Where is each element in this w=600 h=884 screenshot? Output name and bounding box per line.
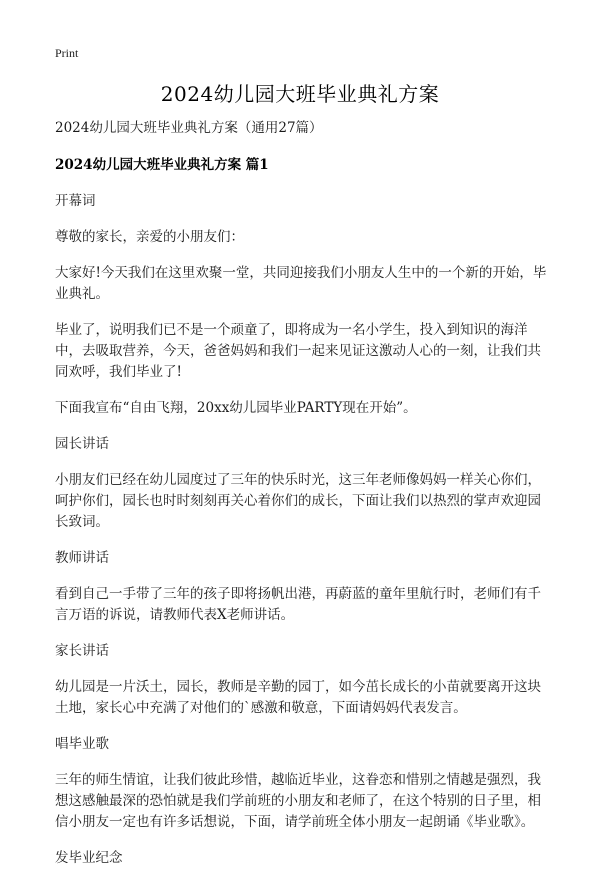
- paragraph: 毕业了，说明我们已不是一个顽童了，即将成为一名小学生，投入到知识的海洋中，去吸取营养，今天，爸爸妈妈和我们一起来见证这激动人心的一刻，让我们共同欢呼，我们毕业了!: [55, 322, 541, 380]
- paragraph: 大家好!今天我们在这里欢聚一堂，共同迎接我们小朋友人生中的一个新的开始，毕业典礼。: [55, 265, 547, 302]
- page-title: 2024幼儿园大班毕业典礼方案: [160, 82, 440, 106]
- paragraph: 三年的师生情谊，让我们彼此珍惜，越临近毕业，这眷恋和惜别之情越是强烈，我想这感触最深的恐怕就是我们学前班的小朋友和老师了，在这个特别的日子里，相信小朋友一定也有许多话想说，下面，请学前班全体小朋友一起朗诵《毕业歌》。: [55, 772, 541, 830]
- paragraph: 看到自己一手带了三年的孩子即将扬帆出港，再蔚蓝的童年里航行时，老师们有千言万语的诉说，请教师代表X老师讲话。: [55, 586, 541, 623]
- paragraph-teacher-label: 教师讲话: [55, 550, 109, 566]
- paragraph-opening-label: 开幕词: [55, 193, 96, 209]
- paragraph: 幼儿园是一片沃土，园长，教师是辛勤的园丁，如今茁长成长的小苗就要离开这块土地，家长心中充满了对他们的`感激和敬意，下面请妈妈代表发言。: [55, 679, 541, 716]
- paragraph: 小朋友们已经在幼儿园度过了三年的快乐时光，这三年老师像妈妈一样关心你们，呵护你们，园长也时时刻刻再关心着你们的成长，下面让我们以热烈的掌声欢迎园长致词。: [55, 472, 541, 530]
- document-body: [55, 118, 550, 884]
- paragraph: 下面我宣布“自由飞翔，20xx幼儿园毕业PARTY现在开始”。: [55, 400, 417, 416]
- document-subtitle: 2024幼儿园大班毕业典礼方案（通用27篇）: [55, 120, 323, 136]
- section-heading: 2024幼儿园大班毕业典礼方案 篇1: [55, 157, 269, 173]
- paragraph-parent-label: 家长讲话: [55, 643, 109, 659]
- print-link[interactable]: Print: [55, 46, 79, 60]
- paragraph-souvenir-label: 发毕业纪念: [55, 850, 123, 866]
- paragraph-greeting: 尊敬的家长，亲爱的小朋友们：: [55, 229, 244, 245]
- paragraph-principal-label: 园长讲话: [55, 436, 109, 452]
- paragraph-song-label: 唱毕业歌: [55, 736, 109, 752]
